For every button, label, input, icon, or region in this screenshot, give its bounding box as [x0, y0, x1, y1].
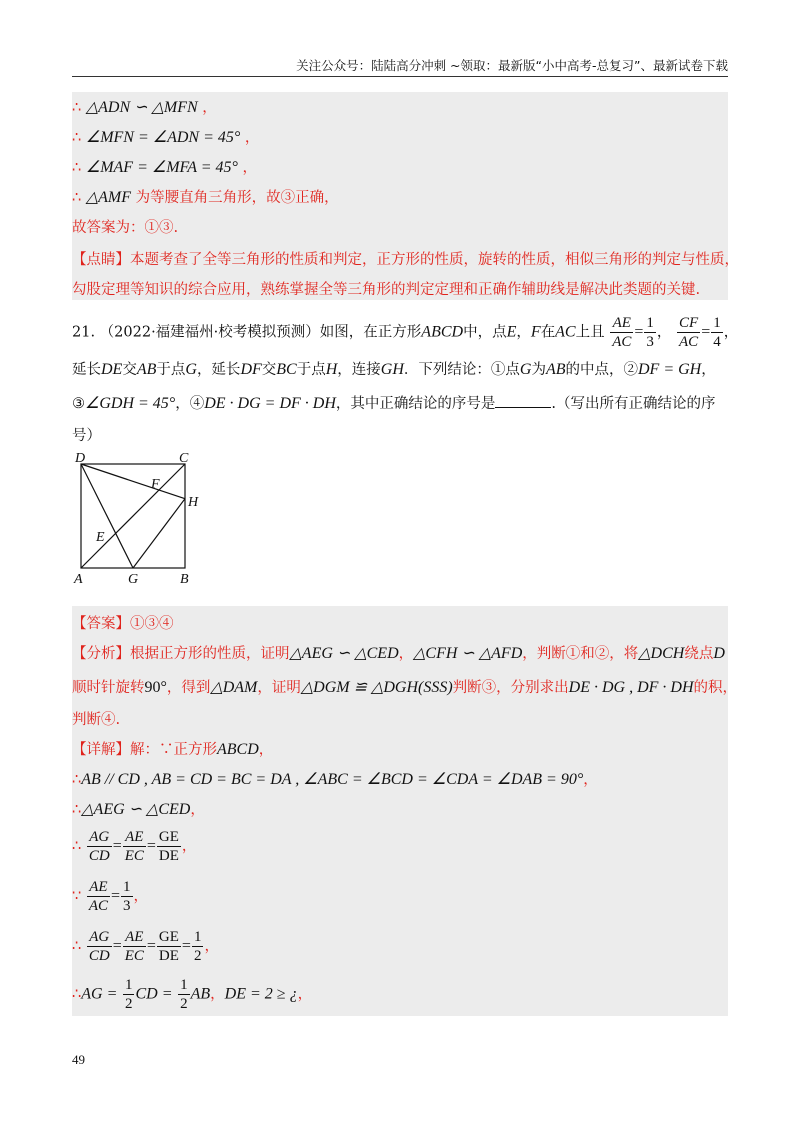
- math-expr: AG =: [81, 985, 118, 1003]
- label-e: E: [96, 530, 105, 545]
- step-line-fraction: [72, 976, 312, 1013]
- key-point-line-2: 勾股定理等知识的综合应用，熟练掌握全等三角形的判定定理和正确作辅助线是解决此类题的关键.: [72, 282, 701, 298]
- fraction-denominator: AC: [679, 334, 699, 350]
- fraction: [87, 828, 112, 865]
- therefore-symbol: ∴: [72, 190, 82, 206]
- therefore-symbol: ∴: [72, 100, 82, 116]
- fraction-denominator: 3: [646, 334, 654, 350]
- question-text: 延长: [72, 362, 101, 378]
- fraction: [677, 314, 700, 351]
- fraction: [157, 828, 181, 865]
- segment-gh: [133, 499, 185, 568]
- punct: ，: [583, 772, 598, 788]
- math-expr: AB: [190, 985, 211, 1003]
- question-text: ，延长: [196, 362, 241, 378]
- fraction-numerator: 1: [123, 879, 131, 895]
- fraction: [192, 928, 204, 965]
- punct: ，: [204, 938, 219, 955]
- therefore-symbol: ∴: [72, 986, 82, 1003]
- punct: ，: [656, 324, 672, 341]
- punct: ，: [181, 838, 197, 855]
- math-expr: 90°: [144, 679, 167, 696]
- math-expr: ∠MFN = ∠ADN = 45°: [85, 129, 241, 146]
- math-expr: AB // CD , AB = CD = BC = DA , ∠ABC = ∠BCD = ∠CDA = ∠DAB = 90°: [81, 771, 584, 788]
- analysis-text: 根据正方形的性质，证明: [130, 646, 290, 662]
- fraction-denominator: 2: [180, 996, 188, 1012]
- math-expr: △AEG ∽ △CED: [81, 801, 191, 818]
- math-expr: CD =: [135, 985, 173, 1003]
- label-b: B: [180, 572, 189, 586]
- fraction-denominator: EC: [124, 848, 144, 864]
- question-text: ③: [72, 396, 85, 412]
- solution-block: [72, 606, 738, 1016]
- fraction-numerator: GE: [158, 829, 179, 845]
- question-text: ，其中正确结论的序号是: [335, 396, 496, 412]
- math-expr: ∠GDH = 45°: [85, 395, 176, 412]
- fraction-numerator: 1: [180, 977, 188, 993]
- math-expr: GH: [380, 361, 404, 378]
- fraction-numerator: AE: [610, 314, 633, 333]
- because-symbol: ∵: [72, 888, 82, 905]
- header-divider: [72, 76, 728, 77]
- math-expr: DF = GH: [638, 361, 702, 378]
- punct: ，: [258, 742, 274, 758]
- analysis-text: ，证明: [257, 680, 301, 696]
- fraction-numerator: 1: [193, 929, 202, 945]
- math-expr: △DAM: [210, 679, 258, 696]
- fraction-denominator: CD: [88, 848, 110, 864]
- math-expr: △DCH: [638, 645, 685, 662]
- punct: ，: [190, 802, 205, 818]
- math-expr: E: [506, 323, 517, 341]
- analysis-text: ，: [398, 646, 414, 662]
- step-line: [72, 96, 217, 117]
- label-f: F: [151, 477, 160, 492]
- fraction: [123, 828, 146, 865]
- question-line-2: [72, 358, 716, 379]
- segment-dh: [81, 464, 185, 499]
- punct: ，: [701, 362, 716, 378]
- detail-label: 【详解】: [72, 742, 130, 758]
- question-text: ，: [516, 324, 531, 341]
- question-text: 在: [540, 324, 556, 341]
- fraction-denominator: AC: [612, 334, 632, 350]
- therefore-symbol: ∴: [72, 938, 82, 955]
- analysis-text: 判断③，分别求出: [452, 680, 569, 696]
- question-text: 的中点，②: [565, 362, 638, 378]
- question-line-1: [72, 314, 738, 351]
- therefore-symbol: ∴: [72, 838, 82, 855]
- analysis-text: 绕点: [684, 646, 714, 662]
- fraction: [87, 878, 110, 915]
- step-text: 为等腰直角三角形，故③正确，: [135, 190, 339, 206]
- answer-text: ①③④: [130, 616, 174, 632]
- question-text: 于点: [156, 362, 186, 378]
- fraction-numerator: 1: [646, 315, 654, 331]
- question-number: 21.: [72, 324, 96, 341]
- math-expr: △AMF: [85, 189, 132, 206]
- punct: ，: [210, 986, 225, 1003]
- question-text: 于点: [296, 362, 326, 378]
- fraction: [711, 314, 723, 351]
- analysis-text: 顺时针旋转: [72, 680, 145, 696]
- math-expr: △DGM ≌ △DGH(SSS): [300, 679, 453, 696]
- fraction: [644, 314, 656, 351]
- fraction-numerator: AE: [87, 878, 110, 897]
- therefore-symbol: ∴: [72, 772, 82, 788]
- step-line: [72, 156, 257, 177]
- step-line-fraction: ∴ $\frac{AG}{CD}$ = $\frac{AE}{EC}$ = $\frac{GE}{DE}$ ，: [72, 829, 197, 864]
- diagonal-ac: [81, 464, 185, 568]
- detail-text: 解：∵: [130, 742, 174, 758]
- key-point-line: [72, 248, 739, 269]
- fraction-denominator: DE: [158, 948, 179, 964]
- equals-sign: =: [701, 323, 711, 341]
- therefore-symbol: ∴: [72, 160, 82, 176]
- question-text: ．下列结论：①点: [403, 362, 520, 378]
- analysis-label: 【分析】: [72, 646, 130, 662]
- question-line-4: 号）: [72, 428, 101, 444]
- square-diagram: [72, 446, 212, 586]
- fraction-denominator: 3: [123, 898, 131, 914]
- punct: ，: [723, 324, 739, 341]
- question-line-3: [72, 392, 715, 413]
- geometry-figure: [72, 446, 212, 590]
- math-expr: AC: [555, 323, 576, 341]
- question-text: 上且: [575, 324, 605, 341]
- fraction-denominator: 4: [713, 334, 721, 350]
- fraction-numerator: 1: [713, 315, 721, 331]
- math-expr: G: [185, 361, 197, 378]
- math-expr: AB: [545, 361, 566, 378]
- label-h: H: [188, 495, 199, 510]
- step-line: [72, 126, 259, 147]
- analysis-text: ，得到: [166, 680, 211, 696]
- fraction: [123, 928, 146, 965]
- fraction-numerator: AG: [87, 828, 112, 847]
- question-text: ，连接: [337, 362, 381, 378]
- analysis-text: 的积，: [693, 680, 738, 696]
- analysis-line-2: [72, 676, 737, 697]
- label-c: C: [179, 451, 189, 466]
- fraction: [87, 928, 112, 965]
- punct: ，: [133, 888, 149, 905]
- math-expr: AB: [136, 361, 157, 378]
- page-number: 49: [72, 1052, 85, 1067]
- analysis-text: ，判断①和②，将: [522, 646, 639, 662]
- fraction: [178, 976, 190, 1013]
- punct: ，: [244, 130, 260, 146]
- fraction-denominator: DE: [158, 848, 179, 864]
- question-text: 为: [531, 362, 546, 378]
- math-expr: ∠MAF = ∠MFA = 45°: [85, 159, 238, 176]
- math-expr: DE: [101, 361, 123, 378]
- math-expr: BC: [276, 361, 297, 378]
- fraction-denominator: CD: [88, 948, 110, 964]
- fraction-numerator: AG: [87, 928, 112, 947]
- fraction-numerator: 1: [124, 977, 133, 993]
- answer-label: 【答案】: [72, 616, 130, 632]
- step-line: [72, 768, 598, 789]
- fraction: [123, 976, 135, 1013]
- punct: ，: [297, 986, 313, 1003]
- therefore-symbol: ∴: [72, 130, 82, 146]
- detail-text: 正方形: [173, 742, 217, 758]
- solution-block-prev: [72, 92, 739, 300]
- answer-blank[interactable]: [495, 395, 551, 408]
- math-expr: ABCD: [217, 741, 259, 758]
- math-expr: ABCD: [421, 323, 464, 341]
- fraction: [157, 928, 181, 965]
- punct: ，: [202, 100, 217, 116]
- fraction-numerator: GE: [158, 929, 179, 945]
- fraction: [121, 878, 133, 915]
- label-a: A: [74, 572, 83, 586]
- math-expr: DE · DG = DF · DH: [204, 395, 336, 412]
- math-expr: DE = 2 ≥ ¿: [224, 985, 298, 1003]
- step-line-fraction: ∴ $\frac{AG}{CD}$ = $\frac{AE}{EC}$ = $\frac{GE}{DE}$ = $\frac{1}{2}$ ，: [72, 929, 219, 964]
- label-d: D: [75, 451, 86, 466]
- page-header: 关注公众号：陆陆高分冲刺 ~领取：最新版“小中高考-总复习”、最新试卷下载: [296, 58, 728, 73]
- math-expr: DF: [240, 361, 262, 378]
- fraction-denominator: EC: [124, 948, 144, 964]
- math-expr: DE · DG , DF · DH: [568, 679, 694, 696]
- analysis-line-3: 判断④.: [72, 712, 121, 728]
- segment-dg: [81, 464, 133, 568]
- answer-line: [72, 612, 174, 633]
- fraction-numerator: AE: [123, 928, 146, 947]
- analysis-line-1: [72, 642, 725, 663]
- step-line: [72, 798, 205, 819]
- math-expr: D: [713, 645, 725, 662]
- fraction-numerator: AE: [123, 828, 146, 847]
- fraction-denominator: AC: [88, 898, 109, 914]
- fraction-denominator: 2: [124, 996, 133, 1012]
- label-g: G: [128, 572, 139, 586]
- math-expr: G: [519, 361, 532, 378]
- math-expr: △ADN ∽ △MFN: [85, 99, 198, 116]
- question-text: （2022·福建福州·校考模拟预测）如图，在正方形: [99, 324, 422, 341]
- key-point-label: 【点睛】: [72, 252, 130, 268]
- math-expr: △AEG ∽ △CED: [289, 645, 399, 662]
- fraction: [610, 314, 633, 351]
- fraction-denominator: 2: [193, 948, 202, 964]
- math-expr: H: [325, 361, 338, 378]
- math-expr: F: [530, 323, 541, 341]
- question-text: ，④: [175, 396, 205, 412]
- step-line-fraction: ∵ $\frac{AE}{AC}$ = $\frac{1}{3}$ ，: [72, 879, 149, 914]
- detail-line: [72, 738, 273, 759]
- fraction-numerator: CF: [679, 315, 699, 331]
- key-point-text: 本题考查了全等三角形的性质和判定，正方形的性质，旋转的性质，相似三角形的判定与性质，: [130, 252, 739, 268]
- question-text: 交: [261, 362, 277, 378]
- question-text: .（写出所有正确结论的序: [551, 396, 716, 412]
- punct: ，: [242, 160, 258, 176]
- math-expr: △CFH ∽ △AFD: [413, 645, 523, 662]
- conclusion-line: 故答案为：①③.: [72, 220, 179, 236]
- question-text: 中，点: [463, 324, 507, 341]
- equals-sign: =: [634, 323, 644, 341]
- therefore-symbol: ∴: [72, 802, 82, 818]
- step-line: [72, 186, 339, 207]
- question-text: 交: [122, 362, 137, 378]
